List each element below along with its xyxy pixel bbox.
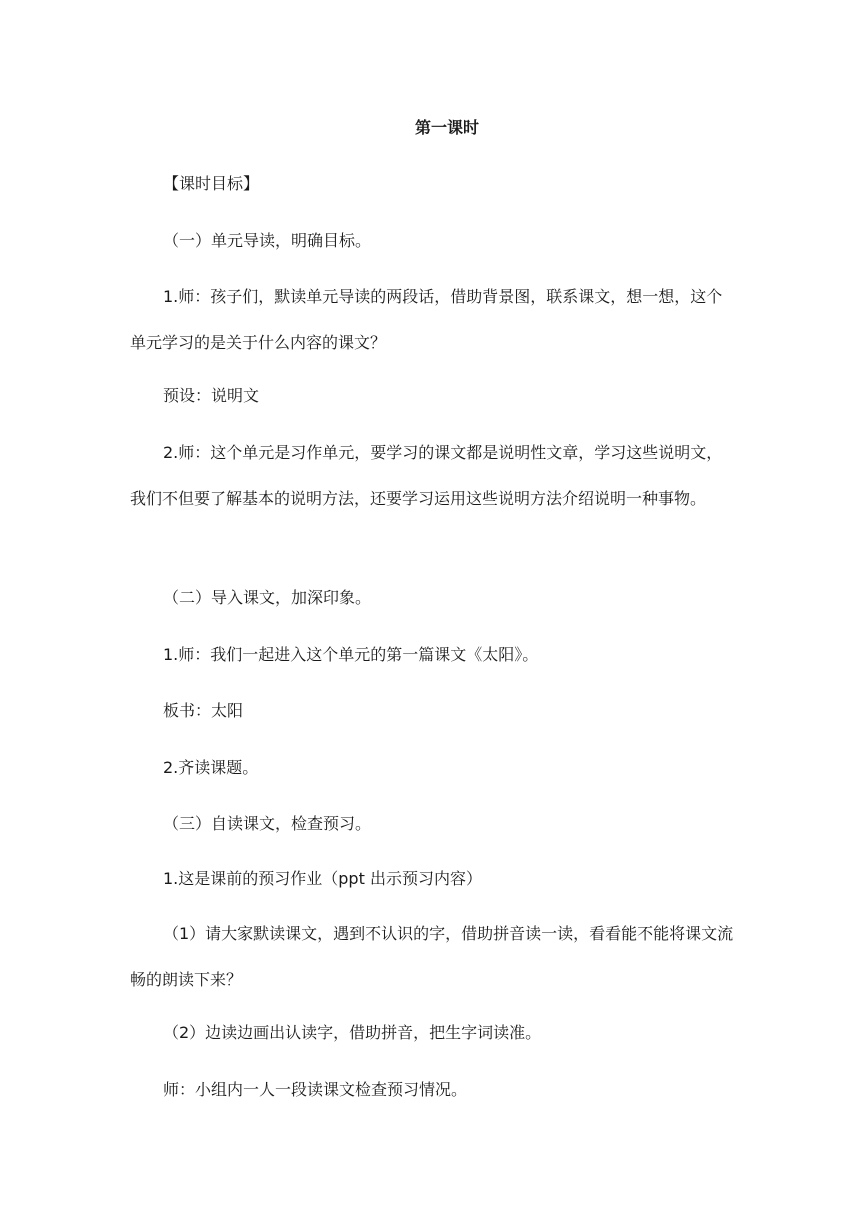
- paragraph-section-two: （二）导入课文，加深印象。: [163, 588, 372, 607]
- paragraph-teacher-explanation-2: 2.师：这个单元是习作单元，要学习的课文都是说明性文章，学习这些说明文，我们不但要了解基本的说明方法，还要学习运用这些说明方法介绍说明一种事物。: [130, 443, 723, 508]
- paragraph-read-title: 2.齐读课题。: [163, 758, 259, 777]
- paragraph-teacher-intro-text: 1.师：我们一起进入这个单元的第一篇课文《太阳》。: [163, 645, 539, 664]
- paragraph-preview-homework: 1.这是课前的预习作业（ppt 出示预习内容）: [163, 869, 482, 888]
- lesson-title: 第一课时: [414, 118, 479, 137]
- paragraph-group-check: 师：小组内一人一段读课文检查预习情况。: [163, 1080, 468, 1099]
- paragraph-objectives-heading: 【课时目标】: [163, 174, 260, 193]
- paragraph-task-1: （1）请大家默读课文，遇到不认识的字，借助拼音读一读，看看能不能将课文流畅的朗读下来？: [130, 924, 734, 989]
- paragraph-preset-answer: 预设：说明文: [163, 386, 260, 405]
- paragraph-task-2: （2）边读边画出认读字，借助拼音，把生字词读准。: [163, 1023, 542, 1042]
- paragraph-section-one: （一）单元导读，明确目标。: [163, 231, 372, 250]
- paragraph-board-writing: 板书：太阳: [163, 701, 244, 720]
- paragraph-section-three: （三）自读课文，检查预习。: [163, 814, 372, 833]
- paragraph-teacher-question-1: 1.师：孩子们，默读单元导读的两段话，借助背景图，联系课文，想一想，这个单元学习的是关于什么内容的课文？: [130, 287, 723, 352]
